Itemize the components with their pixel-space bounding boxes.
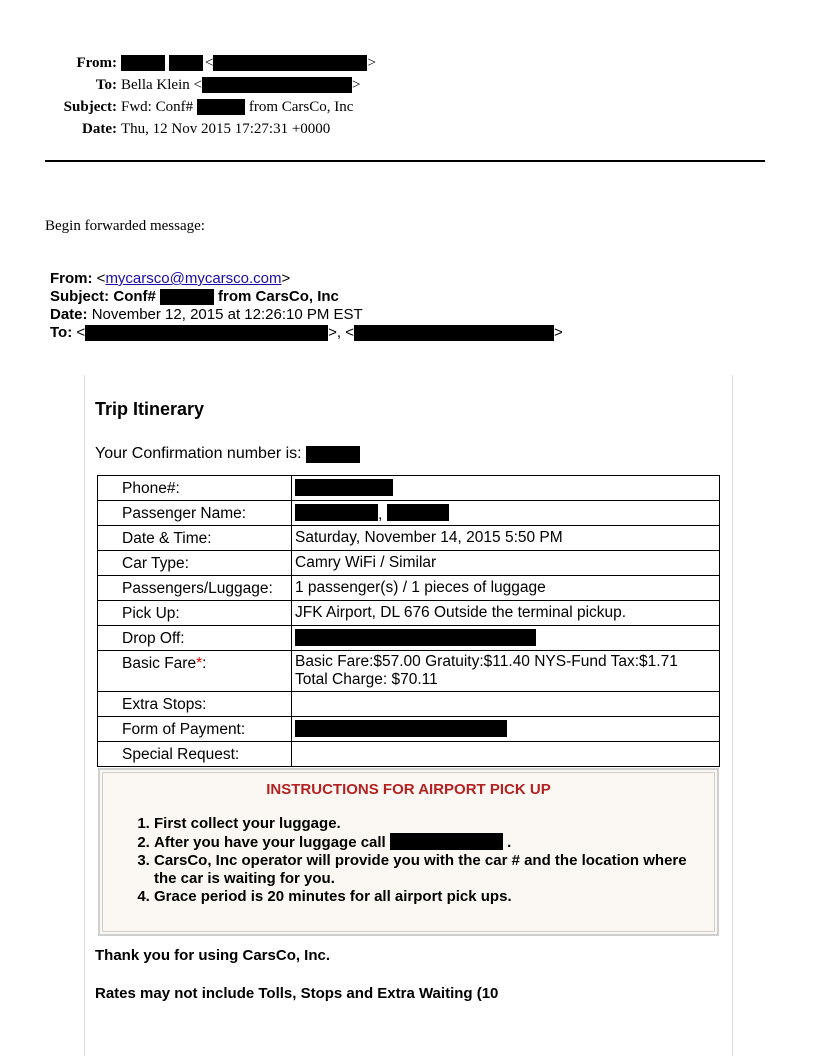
dropoff-label: Drop Off:: [98, 626, 292, 651]
redacted-passenger-last: [295, 504, 378, 521]
confirmation-line: [95, 445, 360, 463]
thank-you-note: Thank you for using CarsCo, Inc.: [95, 947, 331, 964]
inner-to-row: To: < >, < >: [50, 324, 563, 341]
subject-prefix: Fwd: Conf#: [121, 99, 194, 115]
fare-colon: :: [202, 655, 207, 672]
redacted-confirmation-number: [306, 446, 360, 463]
table-row: [98, 692, 720, 717]
payment-label: Form of Payment:: [98, 717, 292, 742]
passenger-value: ,: [292, 501, 720, 526]
to-row: To: Bella Klein < >: [0, 74, 400, 96]
inner-subject-prefix: Conf#: [113, 288, 156, 305]
date-label: Date:: [82, 121, 117, 137]
to-name: Bella Klein: [121, 77, 190, 93]
from-label: From:: [76, 55, 117, 71]
fare-label: [98, 651, 292, 692]
instructions-list: [114, 815, 694, 906]
from-row: From: < >: [0, 52, 400, 74]
redacted-dropoff: [295, 629, 536, 646]
table-row: [98, 742, 720, 767]
subject-row: [0, 96, 400, 118]
instructions-title: INSTRUCTIONS FOR AIRPORT PICK UP: [266, 781, 551, 798]
inner-date-label: Date:: [50, 306, 88, 323]
special-request-value: [292, 742, 720, 767]
passenger-label: Passenger Name:: [98, 501, 292, 526]
redacted-call-number: [390, 833, 503, 850]
phone-label: Phone#:: [98, 476, 292, 501]
message-body: [84, 375, 733, 1056]
luggage-value: 1 passenger(s) / 1 pieces of luggage: [292, 576, 720, 601]
itinerary-table: [97, 475, 720, 767]
rates-note: Rates may not include Tolls, Stops and Extra Waiting (10: [95, 985, 499, 1002]
table-row: [98, 476, 720, 501]
subject-suffix: from CarsCo, Inc: [248, 99, 354, 115]
instruction-step: 3. CarsCo, Inc operator will provide you with the car # and the location where the car is waiting for you.: [154, 852, 694, 888]
header-divider: [45, 160, 765, 162]
extra-stops-value: [292, 692, 720, 717]
pickup-value: JFK Airport, DL 676 Outside the terminal pickup.: [292, 601, 720, 626]
table-row: [98, 526, 720, 551]
forwarded-header: [50, 270, 563, 342]
table-row: [98, 501, 720, 526]
inner-subject-label: Subject:: [50, 288, 110, 305]
inner-subject-suffix: from CarsCo, Inc: [218, 288, 339, 305]
extra-stops-label: Extra Stops:: [98, 692, 292, 717]
redacted-conf-number: [197, 99, 245, 115]
datetime-value: Saturday, November 14, 2015 5:50 PM: [292, 526, 720, 551]
redacted-from-email: [213, 55, 367, 71]
fare-value: [292, 651, 720, 692]
luggage-label: Passengers/Luggage:: [98, 576, 292, 601]
fare-label-text: Basic Fare: [122, 655, 197, 672]
dropoff-value: [292, 626, 720, 651]
inner-to-label: To:: [50, 324, 73, 341]
datetime-label: Date & Time:: [98, 526, 292, 551]
date-value: Thu, 12 Nov 2015 17:27:31 +0000: [121, 121, 331, 137]
inner-from-label: From:: [50, 270, 93, 287]
table-row: [98, 576, 720, 601]
car-label: Car Type:: [98, 551, 292, 576]
inner-date-row: [50, 306, 563, 324]
fare-asterisk: *: [196, 655, 203, 672]
instruction-step: 2. After you have your luggage call .: [154, 833, 694, 852]
table-row: [98, 651, 720, 692]
to-label: To:: [95, 77, 117, 93]
car-value: Camry WiFi / Similar: [292, 551, 720, 576]
special-request-label: Special Request:: [98, 742, 292, 767]
inner-subject-row: [50, 288, 563, 306]
redacted-payment: [295, 720, 507, 737]
airport-instructions-box: [98, 768, 719, 936]
itinerary-title: Trip Itinerary: [95, 399, 205, 419]
phone-value: [292, 476, 720, 501]
redacted-to-email: [202, 77, 352, 93]
instruction-step: 1. First collect your luggage.: [154, 815, 694, 833]
email-header: [0, 52, 400, 140]
confirmation-label: Your Confirmation number is:: [95, 445, 302, 462]
redacted-inner-conf: [160, 289, 214, 305]
forwarded-note: Begin forwarded message:: [45, 218, 205, 234]
date-row: [0, 118, 400, 140]
redacted-passenger-first: [387, 504, 449, 521]
table-row: [98, 626, 720, 651]
payment-value: [292, 717, 720, 742]
fare-breakdown: Basic Fare:$57.00 Gratuity:$11.40 NYS-Fund Tax:$1.71: [295, 653, 678, 670]
inner-from-row: From: < mycarsco@mycarsco.com >: [50, 270, 291, 287]
redacted-first-name: [121, 55, 165, 71]
table-row: [98, 601, 720, 626]
table-row: [98, 551, 720, 576]
redacted-recipient-2: [354, 325, 554, 341]
redacted-last-name: [169, 55, 203, 71]
table-row: [98, 717, 720, 742]
sender-email-link[interactable]: mycarsco@mycarsco.com: [105, 270, 282, 287]
pickup-label: Pick Up:: [98, 601, 292, 626]
redacted-phone: [295, 479, 393, 496]
subject-label: Subject:: [63, 99, 117, 115]
fare-total: Total Charge: $70.11: [295, 671, 438, 688]
redacted-recipient-1: [85, 325, 328, 341]
instruction-step: 4. Grace period is 20 minutes for all airport pick ups.: [154, 888, 694, 906]
inner-date-value: November 12, 2015 at 12:26:10 PM EST: [91, 306, 363, 323]
